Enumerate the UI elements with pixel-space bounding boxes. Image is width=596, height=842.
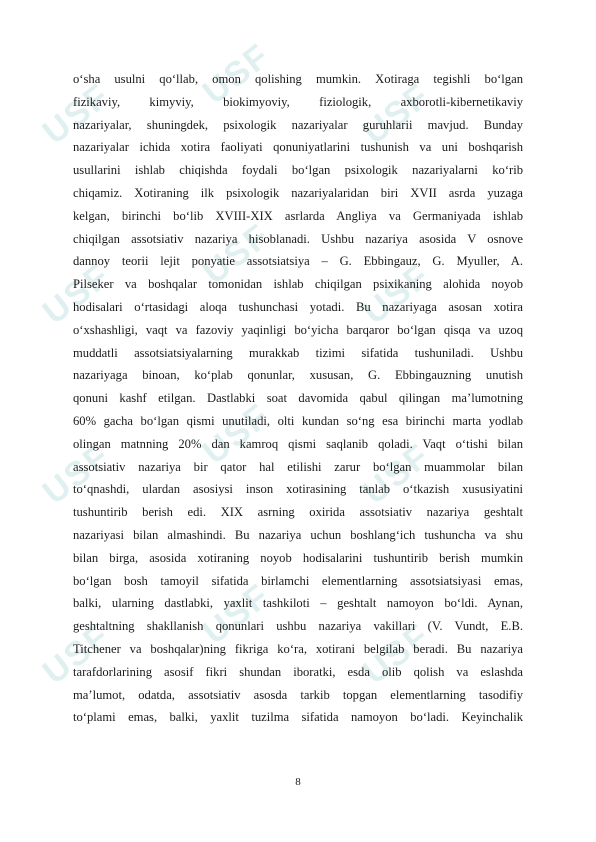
watermark: USF [355, 616, 438, 692]
text-line: nazariyalar, shuningdek, psixologik nazariyalar guruhlarii mavjud. Bunday [73, 117, 523, 132]
text-line: to‘qnashdi, ulardan asosiysi inson xotirasining tanlab o‘tkazish xususiyatini [73, 482, 523, 497]
text-line: dannoy teorii lejit ponyatie assotsiatsiya – G. Ebbingauz, G. Myuller, A. [73, 254, 523, 269]
text-line: nazariyaga binoan, ko‘plab qonunlar, xususan, G. Ebbingauzning unutish [73, 368, 523, 383]
text-line: bilan birga, asosida xotiraning noyob hodisalarini tushuntirib berish mumkin [73, 550, 523, 565]
text-line: bo‘lgan bosh tamoyil sifatida birlamchi elementlarning assotsiatsiyasi emas, [73, 573, 523, 588]
text-line: kelgan, birinchi bo‘lib XVIII-XIX asrlarda Angliya va Germaniyada ishlab [73, 208, 523, 223]
watermark: USF [195, 216, 278, 292]
watermark: USF [195, 396, 278, 472]
watermark: USF [355, 256, 438, 332]
text-line: Pilseker va boshqalar tomonidan ishlab chiqilgan psixikaning alohida noyob [73, 277, 523, 292]
text-line: to‘plami emas, balki, yaxlit tuzilma sifatida namoyon bo‘ladi. Keyinchalik [73, 710, 523, 725]
text-line: o‘sha usulni qo‘llab, omon qolishing mumkin. Xotiraga tegishli bo‘lgan [73, 72, 523, 86]
text-line: muddatli assotsiatsiyalarning murakkab tizimi sifatida tushuniladi. Ushbu [73, 345, 523, 360]
body-paragraph [73, 68, 523, 729]
text-line: Titchener va boshqalar)ning fikriga ko‘ra, xotirani belgilab beradi. Bu nazariya [73, 641, 523, 656]
text-line: usullarini ishlab chiqishda foydali bo‘lgan psixologik nazariyalarni ko‘rib [73, 163, 523, 178]
watermark: USF [35, 76, 118, 152]
page-number: 8 [295, 776, 301, 788]
text-line: nazariyasi bilan almashindi. Bu nazariya uchun boshlang‘ich tushuncha va shu [73, 527, 523, 542]
watermark: USF [195, 576, 278, 652]
watermark: USF [355, 436, 438, 512]
text-line: tarafdorlarining asosif fikri shundan iboratki, esda olib qolish va eslashda [73, 664, 523, 679]
text-line: 60% gacha bo‘lgan qismi unutiladi, olti kundan so‘ng esa birinchi marta yodlab [73, 413, 523, 428]
watermark: USF [355, 76, 438, 152]
watermark: USF [35, 616, 118, 692]
watermark: USF [35, 256, 118, 332]
text-line: assotsiativ nazariya bir qator hal etilishi zarur bo‘lgan muammolar bilan [73, 459, 523, 474]
text-line: olingan matnning 20% dan kamroq qismi saqlanib qoladi. Vaqt o‘tishi bilan [73, 436, 523, 451]
watermark: USF [35, 436, 118, 512]
watermark: USF [195, 36, 278, 112]
text-line: o‘xshashligi, vaqt va fazoviy yaqinligi bo‘yicha barqaror bo‘lgan qisqa va uzoq [73, 322, 523, 337]
text-line: chiqamiz. Xotiraning ilk psixologik nazariyalaridan biri XVII asrda yuzaga [73, 185, 523, 200]
text-line: hodisalari o‘rtasidagi aloqa tushunchasi yotadi. Bu nazariyaga asosan xotira [73, 299, 523, 314]
text-line: nazariyalar ichida xotira faoliyati qonuniyatlarini tushunish va uni boshqarish [73, 140, 523, 155]
text-line: geshtaltning shakllanish qonunlari ushbu nazariya vakillari (V. Vundt, E.B. [73, 619, 523, 634]
text-line: qonuni kashf etilgan. Dastlabki soat davomida qabul qilingan ma’lumotning [73, 391, 523, 406]
text-line: fizikaviy, kimyviy, biokimyoviy, fiziologik, axborotli-kibernetikaviy [73, 94, 523, 109]
text-line: balki, ularning dastlabki, yaxlit tashkiloti – geshtalt namoyon bo‘ldi. Aynan, [73, 596, 523, 611]
text-line: ma’lumot, odatda, assotsiativ asosda tarkib topgan elementlarning tasodifiy [73, 687, 523, 702]
text-line: chiqilgan assotsiativ nazariya hisoblanadi. Ushbu nazariya asosida V osnove [73, 231, 523, 246]
text-line: tushuntirib berish edi. XIX asrning oxirida assotsiativ nazariya geshtalt [73, 505, 523, 520]
